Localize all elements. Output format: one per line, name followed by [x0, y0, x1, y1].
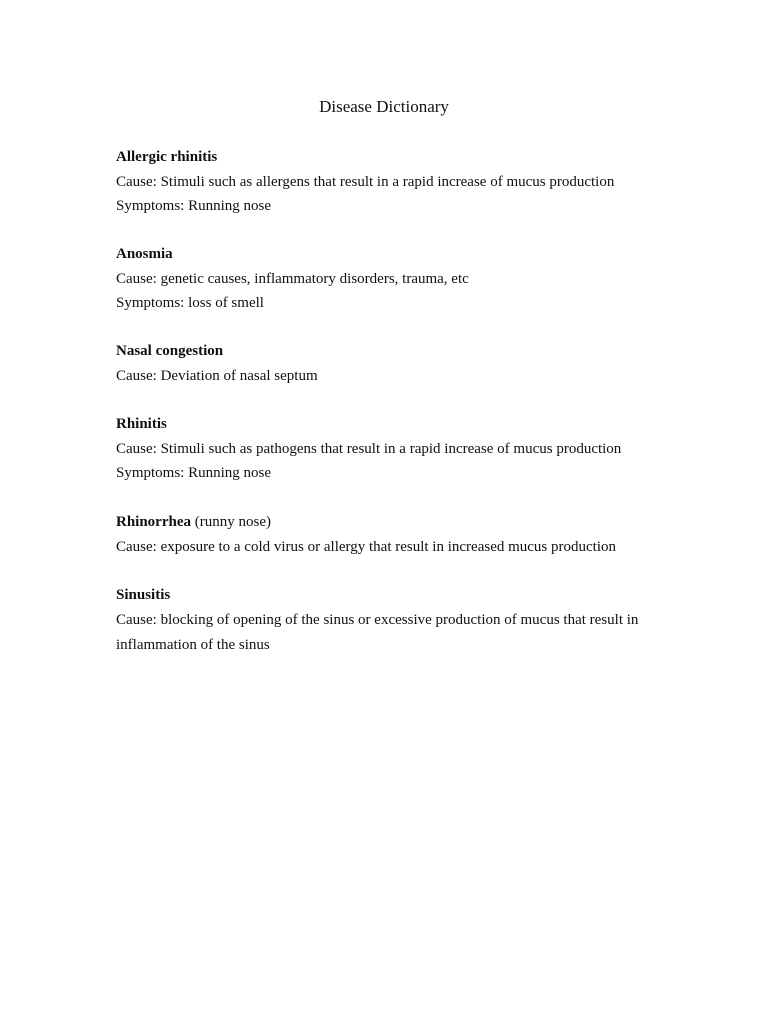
entry-term: Rhinitis — [116, 416, 167, 432]
entry-cause: Cause: blocking of opening of the sinus or excessive production of mucus that result in inflammation of the sinus — [116, 611, 639, 653]
entry-cause: Cause: Stimuli such as allergens that result in a rapid increase of mucus production — [116, 173, 615, 190]
entry-term: Nasal congestion — [116, 343, 224, 359]
entry-term: Sinusitis — [116, 587, 171, 603]
entry-rhinitis — [116, 412, 656, 486]
entry-rhinorrhea — [116, 510, 656, 559]
entry-nasal-congestion — [116, 339, 656, 388]
entry-cause: Cause: exposure to a cold virus or allergy that result in increased mucus production — [116, 538, 617, 555]
entry-cause: Cause: Stimuli such as pathogens that result in a rapid increase of mucus production — [116, 440, 622, 457]
document-title: Disease Dictionary — [319, 97, 449, 116]
entry-term: Rhinorrhea — [116, 514, 191, 530]
entry-symptoms: Symptoms: loss of smell — [116, 295, 264, 311]
entry-anosmia — [116, 242, 656, 316]
entry-symptoms: Symptoms: Running nose — [116, 465, 272, 481]
entry-sinusitis — [116, 583, 656, 658]
entry-term: Anosmia — [116, 246, 173, 262]
entry-cause: Cause: genetic causes, inflammatory disorders, trauma, etc — [116, 270, 469, 287]
entry-note: (runny nose) — [191, 514, 271, 530]
entry-heading — [116, 510, 656, 535]
entry-symptoms: Symptoms: Running nose — [116, 198, 272, 214]
entry-term: Allergic rhinitis — [116, 149, 218, 165]
entry-cause: Cause: Deviation of nasal septum — [116, 367, 318, 384]
entry-allergic-rhinitis — [116, 145, 656, 219]
